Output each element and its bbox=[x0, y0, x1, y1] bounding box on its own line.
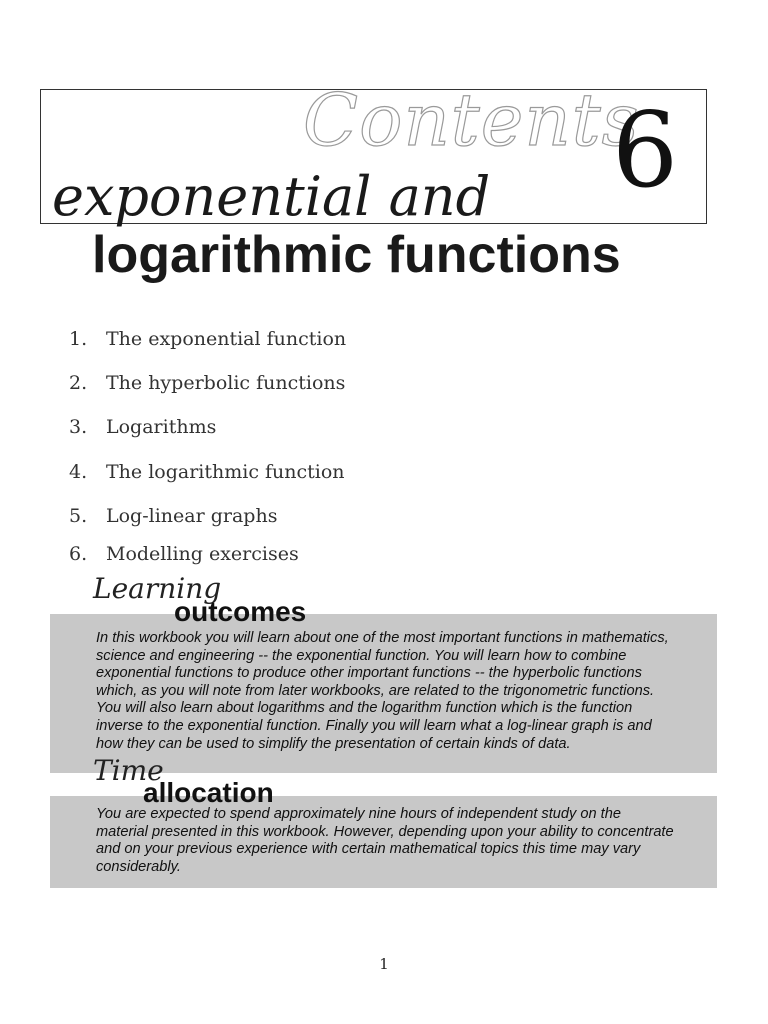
toc-item-6 bbox=[69, 543, 299, 565]
time-allocation-heading-italic: Time bbox=[93, 754, 164, 787]
toc-item-label: Modelling exercises bbox=[106, 543, 299, 565]
text-line: material presented in this workbook. However, depending upon your ability to concentrate bbox=[96, 823, 674, 840]
page-number: 1 bbox=[379, 955, 389, 973]
text-line: which, as you will note from later workbooks, are related to the trigonometric functions. bbox=[96, 682, 655, 699]
learning-outcomes-text bbox=[96, 630, 716, 753]
contents-label: Contents bbox=[303, 78, 640, 162]
toc-item-4 bbox=[69, 461, 345, 483]
text-line: inverse to the exponential function. Finally you will learn what a log-linear graph is and bbox=[96, 717, 652, 734]
toc-item-number: 1. bbox=[69, 328, 88, 350]
toc-item-label: The hyperbolic functions bbox=[106, 372, 346, 394]
text-line: how they can be used to simplify the presentation of certain kinds of data. bbox=[96, 735, 571, 752]
text-line: You are expected to spend approximately nine hours of independent study on the bbox=[96, 806, 621, 822]
chapter-title-line1: exponential and bbox=[52, 165, 491, 228]
toc-item-5 bbox=[69, 505, 277, 527]
toc-item-number: 2. bbox=[69, 372, 88, 394]
chapter-number: 6 bbox=[612, 89, 679, 211]
toc-item-label: The exponential function bbox=[106, 328, 347, 350]
text-line: You will also learn about logarithms and the logarithm function which is the function bbox=[96, 700, 633, 717]
toc-item-number: 4. bbox=[69, 461, 88, 483]
toc-item-3 bbox=[69, 416, 216, 438]
time-allocation-heading-bold: allocation bbox=[143, 777, 274, 808]
toc-item-1 bbox=[69, 328, 346, 350]
text-line: considerably. bbox=[96, 858, 181, 875]
toc-item-number: 3. bbox=[69, 416, 88, 438]
text-line: and on your previous experience with certain mathematical topics this time may vary bbox=[96, 841, 641, 858]
toc-item-number: 6. bbox=[69, 543, 88, 565]
chapter-title-line2: logarithmic functions bbox=[92, 226, 621, 284]
toc-item-2 bbox=[69, 372, 345, 394]
toc-item-number: 5. bbox=[69, 505, 88, 527]
time-allocation-text bbox=[96, 806, 716, 876]
toc-item-label: Logarithms bbox=[106, 416, 217, 438]
toc-item-label: The logarithmic function bbox=[106, 461, 345, 483]
text-line: science and engineering -- the exponential function. You will learn how to combine bbox=[96, 647, 627, 664]
toc-item-label: Log-linear graphs bbox=[106, 505, 278, 527]
text-line: In this workbook you will learn about one of the most important functions in mathematics, bbox=[96, 630, 669, 646]
learning-outcomes-heading-italic: Learning bbox=[93, 572, 222, 605]
text-line: exponential functions to produce other important functions -- the hyperbolic functions bbox=[96, 665, 642, 682]
learning-outcomes-heading-bold: outcomes bbox=[174, 596, 307, 627]
